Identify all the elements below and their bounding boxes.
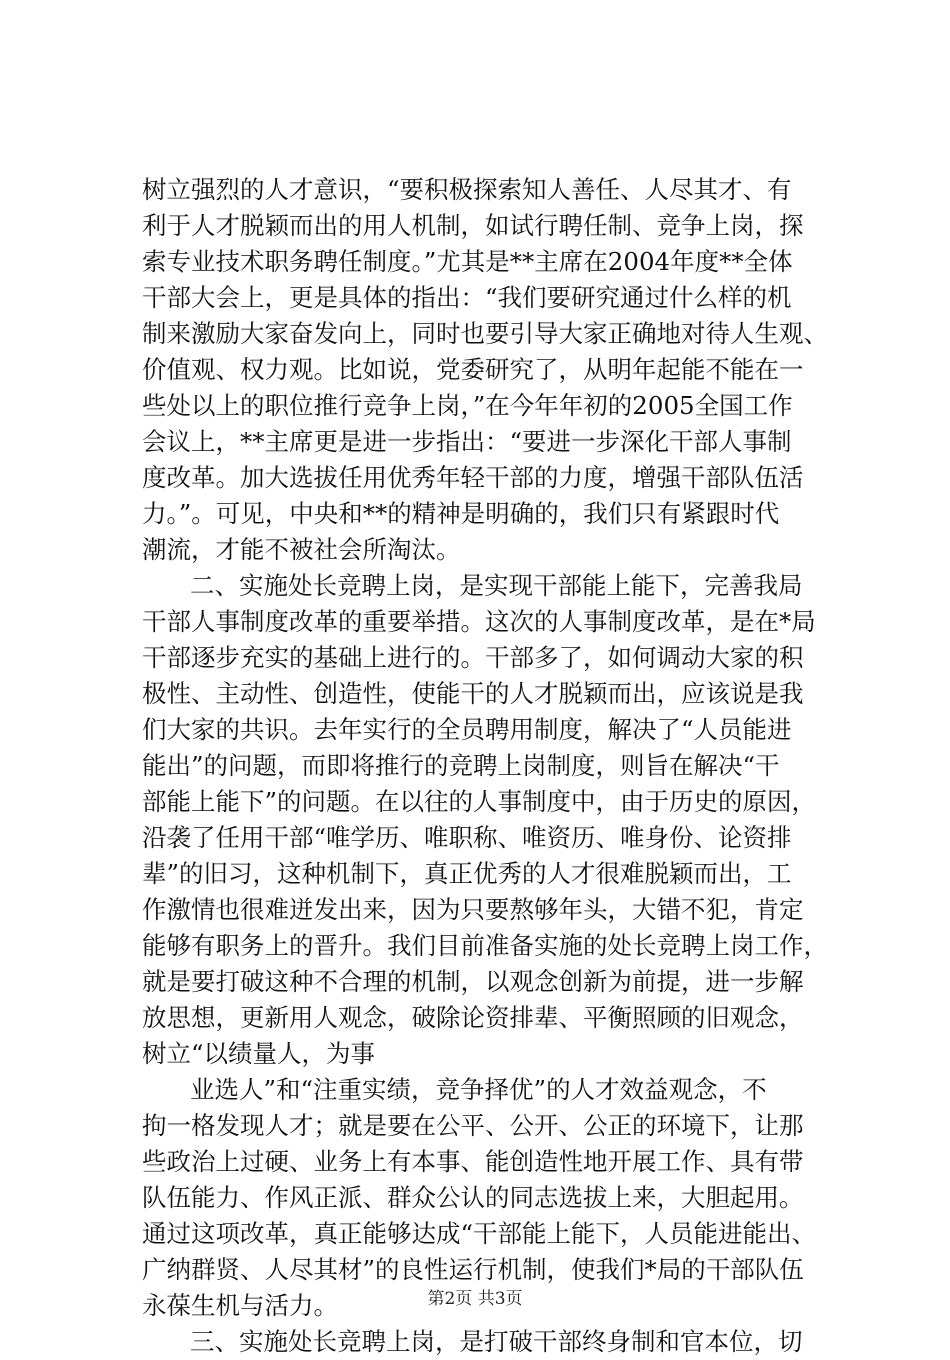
text-line: 些政治上过硬、业务上有本事、能创造性地开展工作、具有带 bbox=[142, 1147, 804, 1176]
text-line: 树立强烈的人才意识，“要积极探索知人善任、人尽其才、有 bbox=[142, 175, 792, 204]
text-line: 广纳群贤、人尽其材”的良性运行机制，使我们*局的干部队伍 bbox=[142, 1255, 804, 1284]
text-line: 干部人事制度改革的重要举措。这次的人事制度改革，是在*局 bbox=[142, 607, 816, 636]
page-number-footer: 第2页 共3页 bbox=[427, 1289, 523, 1309]
text-line: 队伍能力、作风正派、群众公认的同志选拔上来，大胆起用。 bbox=[142, 1183, 804, 1212]
text-line: 作激情也很难迸发出来，因为只要熬够年头，大错不犯，肯定 bbox=[142, 895, 804, 924]
paragraph-start-line: 二、实施处长竞聘上岗，是实现干部能上能下，完善我局 bbox=[190, 571, 803, 600]
text-line: 能出”的问题，而即将推行的竞聘上岗制度，则旨在解决“干 bbox=[142, 751, 780, 780]
text-line: 利于人才脱颖而出的用人机制，如试行聘任制、竞争上岗，探 bbox=[142, 211, 804, 240]
text-line: 放思想，更新用人观念，破除论资排辈、平衡照顾的旧观念， bbox=[142, 1003, 804, 1032]
text-line: 干部逐步充实的基础上进行的。干部多了，如何调动大家的积 bbox=[142, 643, 804, 672]
text-line: 能够有职务上的晋升。我们目前准备实施的处长竞聘上岗工作， bbox=[142, 931, 828, 960]
text-line: 就是要打破这种不合理的机制，以观念创新为前提，进一步解 bbox=[142, 967, 804, 996]
text-line: 辈”的旧习，这种机制下，真正优秀的人才很难脱颖而出，工 bbox=[142, 859, 792, 888]
text-line: 永葆生机与活力。 bbox=[142, 1291, 338, 1320]
text-line: 干部大会上，更是具体的指出：“我们要研究通过什么样的机 bbox=[142, 283, 792, 312]
text-line: 沿袭了任用干部“唯学历、唯职称、唯资历、唯身份、论资排 bbox=[142, 823, 792, 852]
text-line: 树立“以绩量人，为事 bbox=[142, 1039, 376, 1068]
text-line: 制来激励大家奋发向上，同时也要引导大家正确地对待人生观、 bbox=[142, 319, 828, 348]
text-line: 极性、主动性、创造性，使能干的人才脱颖而出，应该说是我 bbox=[142, 679, 804, 708]
text-line: 拘一格发现人才；就是要在公平、公开、公正的环境下，让那 bbox=[142, 1111, 804, 1140]
text-line: 潮流，才能不被社会所淘汰。 bbox=[142, 535, 461, 564]
text-line: 们大家的共识。去年实行的全员聘用制度，解决了“人员能进 bbox=[142, 715, 792, 744]
paragraph-start-line: 三、实施处长竞聘上岗，是打破干部终身制和官本位，切 bbox=[190, 1327, 803, 1356]
paragraph-start-line: 业选人”和“注重实绩，竞争择优”的人才效益观念，不 bbox=[190, 1075, 767, 1104]
text-line: 价值观、权力观。比如说，党委研究了，从明年起能不能在一 bbox=[142, 355, 804, 384]
text-line: 度改革。加大选拔任用优秀年轻干部的力度，增强干部队伍活 bbox=[142, 463, 804, 492]
text-line: 些处以上的职位推行竞争上岗，”在今年年初的2005全国工作 bbox=[142, 391, 793, 420]
text-line: 力。”。可见，中央和**的精神是明确的，我们只有紧跟时代 bbox=[142, 499, 780, 528]
text-line: 通过这项改革，真正能够达成“干部能上能下，人员能进能出、 bbox=[142, 1219, 817, 1248]
text-line: 部能上能下”的问题。在以往的人事制度中，由于历史的原因， bbox=[142, 787, 817, 816]
text-line: 会议上，**主席更是进一步指出：“要进一步深化干部人事制 bbox=[142, 427, 792, 456]
text-line: 索专业技术职务聘任制度。”尤其是**主席在2004年度**全体 bbox=[142, 247, 793, 276]
document-body bbox=[142, 172, 842, 1360]
